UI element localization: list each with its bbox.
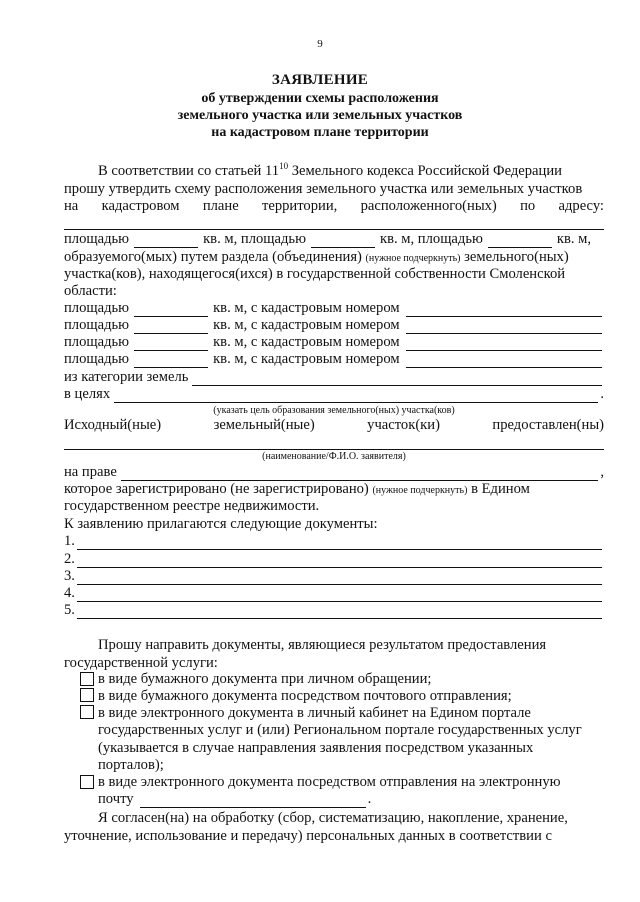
document-subtitle-1: об утверждении схемы расположения — [201, 91, 439, 106]
delivery-option-2-label: в виде бумажного документа посредством почтового отправления; — [98, 688, 512, 704]
area-line-4: области: — [64, 283, 117, 299]
cadastral-row: площадью кв. м, с кадастровым номером — [64, 317, 604, 334]
consent-line-2: уточнение, использование и передачу) персональных данных в соответствии с — [64, 828, 552, 844]
intro-line-1: В соответствии со статьей $11^{10}$ Земельного кодекса Российской Федерации — [98, 161, 562, 179]
applicant-field[interactable] — [64, 449, 604, 450]
cadastral-row: площадью кв. м, с кадастровым номером — [64, 300, 604, 317]
purpose-caption: (указать цель образования земельного(ных) участка(ков) — [213, 405, 455, 416]
delivery-option-3-label-2: государственных услуг и (или) Региональном портале государственных услуг — [98, 722, 582, 738]
attachment-field[interactable] — [77, 536, 602, 550]
delivery-option-3-label-3: (указывается в случае направления заявления посредством указанных — [98, 740, 534, 756]
delivery-option-4-checkbox[interactable] — [80, 775, 94, 789]
area-line: площадью кв. м, площадью кв. м, площадью кв. м, — [64, 231, 592, 247]
cadastral-number-field[interactable] — [406, 303, 602, 317]
area-line-3: участка(ков), находящегося(ихся) в государственной собственности Смоленской — [64, 266, 566, 282]
cadastral-row: площадью кв. м, с кадастровым номером — [64, 334, 604, 351]
purpose-field[interactable] — [114, 389, 598, 403]
page-number: 9 — [317, 38, 323, 50]
category-line: из категории земель — [64, 369, 604, 386]
purpose-line: в целях . — [64, 386, 604, 402]
cadastral-area-field[interactable] — [134, 354, 208, 368]
delivery-option-4-label-1: в виде электронного документа посредством отправления на электронную — [98, 774, 561, 790]
attachment-field[interactable] — [77, 588, 602, 602]
cadastral-row: площадью кв. м, с кадастровым номером — [64, 351, 604, 368]
cadastral-number-field[interactable] — [406, 337, 602, 351]
area-line-2: образуемого(мых) путем раздела (объединения) (нужное подчеркнуть) земельного(ных) — [64, 249, 569, 265]
attachment-row: 2. — [64, 551, 604, 568]
right-line-2: которое зарегистрировано (не зарегистрировано) (нужное подчеркнуть) в Едином — [64, 481, 530, 497]
area-field-1[interactable] — [134, 234, 198, 248]
area-field-2[interactable] — [311, 234, 375, 248]
source-line: Исходный(ные) земельный(ные) участок(ки) предоставлен(ны) — [64, 417, 604, 433]
cadastral-area-field[interactable] — [134, 320, 208, 334]
delivery-line-2: государственной услуги: — [64, 655, 218, 671]
document-subtitle-2: земельного участка или земельных участков — [177, 108, 463, 123]
attachment-row: 1. — [64, 533, 604, 550]
delivery-option-3-checkbox[interactable] — [80, 705, 94, 719]
cadastral-area-field[interactable] — [134, 337, 208, 351]
delivery-option-3-label-4: порталов); — [98, 757, 164, 773]
attachment-field[interactable] — [77, 571, 602, 585]
cadastral-number-field[interactable] — [406, 354, 602, 368]
applicant-caption: (наименование/Ф.И.О. заявителя) — [262, 451, 406, 462]
attachment-field[interactable] — [77, 605, 602, 619]
document-subtitle-3: на кадастровом плане территории — [211, 125, 429, 140]
right-line: на праве , — [64, 464, 604, 480]
attachment-row: 3. — [64, 568, 604, 585]
delivery-option-4-label-2: почту . — [98, 791, 372, 807]
attachment-row: 5. — [64, 602, 604, 619]
attachment-row: 4. — [64, 585, 604, 602]
intro-line-2: прошу утвердить схему расположения земельного участка или земельных участков — [64, 181, 583, 197]
right-field[interactable] — [121, 467, 599, 481]
attachment-field[interactable] — [77, 554, 602, 568]
consent-line-1: Я согласен(на) на обработку (сбор, систематизацию, накопление, хранение, — [98, 810, 568, 826]
delivery-option-2-checkbox[interactable] — [80, 688, 94, 702]
email-field[interactable] — [140, 794, 366, 808]
area-field-3[interactable] — [488, 234, 552, 248]
cadastral-area-field[interactable] — [134, 303, 208, 317]
delivery-option-1-checkbox[interactable] — [80, 672, 94, 686]
right-line-3: государственном реестре недвижимости. — [64, 498, 320, 514]
address-field[interactable] — [64, 229, 604, 230]
category-field[interactable] — [192, 372, 602, 386]
delivery-option-1-label: в виде бумажного документа при личном обращении; — [98, 671, 432, 687]
intro-line-3: на кадастровом плане территории, расположенного(ных) по адресу: — [64, 198, 604, 214]
attachments-heading: К заявлению прилагаются следующие документы: — [64, 516, 378, 532]
delivery-line-1: Прошу направить документы, являющиеся результатом предоставления — [98, 637, 547, 653]
document-title: ЗАЯВЛЕНИЕ — [271, 72, 369, 88]
delivery-option-3-label-1: в виде электронного документа в личный кабинет на Едином портале — [98, 705, 531, 721]
cadastral-number-field[interactable] — [406, 320, 602, 334]
